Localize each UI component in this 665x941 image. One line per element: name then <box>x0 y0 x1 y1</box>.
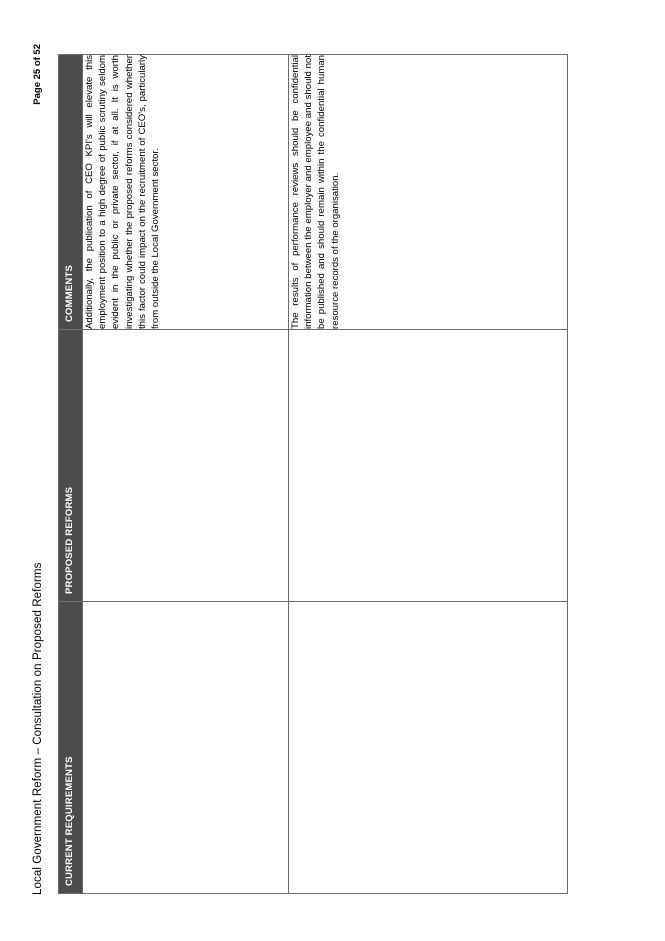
cell-comments <box>289 55 568 330</box>
comment-paragraph: Additionally, the publication of CEO KPI's will elevate this employment position to a high degree of public scrutiny seldom evident in the public or private sector, if at all. It is worth investigating whether the proposed reforms considered whether this factor could impact on the recruitment of CEO's, particularly from outside the Local Government sector. <box>84 55 162 329</box>
column-header-proposed-reforms: PROPOSED REFORMS <box>59 330 83 602</box>
reform-consultation-table <box>58 54 568 894</box>
column-header-comments: COMMENTS <box>59 55 83 330</box>
table-header-row <box>59 55 83 894</box>
table-row <box>289 55 568 894</box>
table-row <box>83 55 289 894</box>
cell-proposed-reforms <box>83 330 289 602</box>
column-header-current-requirements: CURRENT REQUIREMENTS <box>59 602 83 894</box>
comment-paragraph: The results of performance reviews should be confidential information between the employer and employee and should not be published and should remain within the confidential human resource records of the organisation. <box>290 55 341 329</box>
cell-comments <box>83 55 289 330</box>
document-header-title: Local Government Reform – Consultation on Proposed Reforms <box>32 562 44 895</box>
page-number-label: Page 25 of 52 <box>32 44 43 105</box>
cell-proposed-reforms <box>289 330 568 602</box>
cell-current-requirements <box>83 602 289 894</box>
cell-current-requirements <box>289 602 568 894</box>
